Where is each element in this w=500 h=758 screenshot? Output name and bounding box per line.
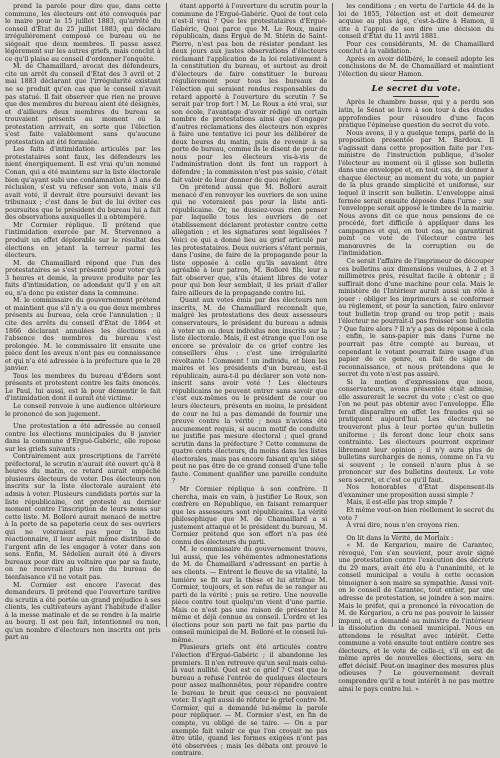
column-1: [5, 3, 161, 642]
paragraph: Pour ces considérants, M. de Chamaillard conclut à la validation.: [338, 40, 495, 56]
paragraph: Quant aux votes émis par des électeurs non inscrits, M. de Chamaillard reconnaît que, malgré les protestations des deux assesseurs conservateurs, le président du bureau a admis à voter un ou deux individus non inscrits sur la liste électorale. Mais, il est étrange que l'on ose encore se prévaloir de ce grief contre les conseillers élus : c'est une irrégularité révoltante ! Comment ! un individu, et bien les maires et les présidents d'un bureau, est-il républicain, aura-t-il pu déclarer son voté non-inscrit sans avoir voté ! Les électeurs républicains ne peuvent entrer sans savoir que c'est eux-mêmes ou le président de cour ou leurs électeurs, présents en moins, le président de cour ne lui a pas demandé de fournir une preuve contre la vérité ; nous n'avions été aucunement requis, si aucun motif de conduite ne justifie pas mesure électoral ; quel grand scrutin dans la préfecture ? Cette commune de quatre cents électeurs, du moins dans les listes électorales, mais pas encore faisant qu'un siège peut ne pas être de ce grand conseil d'une telle faute. Comment qualifier une pareille conduite ?: [171, 297, 328, 486]
paragraph: M. Cormier est encore l'avocat des demandeurs. Il prétend que l'ouverture tardive du scrutin a été portée un grand préjudice à ses clients, les cultivateurs ayant l'habitude d'aller à la messe matinale et de se rendre à la mairie au bourg. Il est peu fait, intentionnel ou non, qu'un nombre d'électeurs non inscrits ont pris part au: [5, 581, 161, 642]
paragraph: À vrai dire, nous n'en croyons rien.: [346, 522, 460, 530]
paragraph: Après en avoir délibéré, le conseil adopte les conclusions de M. de Chamaillard et maintient l'élection du sieur Hamon.: [338, 55, 495, 78]
paragraph: Mais, il est-elle pas trop simple ?: [346, 499, 453, 507]
paragraph: Contrairement aux prescriptions de l'arrêté préfectoral, le scrutin n'aurait été ouvert qu'à 8 heures du matin, ce retard aurait empêché plusieurs électeurs de voter. Des électeurs non inscrits sur la liste électorale auraient été admis à voter. Plusieurs candidats portés sur la liste républicaine, ont protesté au dernier moment contre l'inscription de leurs noms sur cette liste. M. Bolloré aurait menacé de mettre à la porte de sa papeterie ceux de ses ouvriers qui ne voteraient pas pour la liste réactionnaire, il leur aurait même distribué de l'argent afin de les engager à voter dans son sens. Enfin, M. Sédelien aurait été à divers bureaux pour dire au voltaire que par sa faute, on ne recevrait plus rien du bureau de bienfaisance s'il ne votait pas.: [5, 453, 161, 582]
paragraph: Nos honorables d'État dispensent-ils d'examiner une proposition aussi simple ?: [338, 484, 495, 499]
paragraph: Nous avons, il y a quelque temps, parlé de la proposition présentée par M. Bardoux. Il s'agissait dans cette proposition faite par l'ex-ministre de l'instruction publique, d'isoler l'électeur au moment où il glisse son bulletin dans une enveloppe et, en tout cas, de donner à chaque électeur, au moment du vote, un papier de la plus grande simplicité et uniforme, sur lequel il inscrit son bulletin. L'enveloppe ainsi fermée serait ensuite déposée dans l'urne ; sur l'enveloppe serait apposé le timbre de la mairie. Nous avons dit ce que nous pensions de ce procédé, fort difficile à appliquer dans les campagnes et qui, en tout cas, ne garantirait point ce vote de l'électeur contre les manœuvres de la corruption ou de l'intimidation.: [338, 129, 495, 258]
paragraph: Une protestation a été adressée au conseil contre les élections municipales du 8 janvier dans la commune d'Ergué-Gabéric, elle repose sur les griefs suivants :: [5, 423, 161, 453]
paragraph: M. le commissaire du gouvernement prétend et maintient que s'il n'y a eu que deux membres présents au bureau, cela crée l'annulation ; il cite des arrêts du conseil d'État de 1864 et 1866 déclarant annulées les élections où l'absence des membres du bureau s'est prolongée. M. le commissaire lit ensuite une pièce dont les aveux n'ont pas eu connaissance et qui n'a été adressée à la préfecture que le 28 janvier.: [5, 297, 161, 373]
paragraph: Les faits d'intimidation articulés par les protestataires sont faux, les défendeurs les nient énergiquement. Il est vrai qu'un nommé Conan, qui a été maintenu sur la liste électorale bien qu'ayant subi une condamnation à 3 ans de réclusion, s'est vu refuser son vote, mais s'il avait voté, il devrait être poursuivi devant les tribunaux ; c'est dans le but de lui éviter ces poursuites que le président du bureau lui a fait des observations auxquelles il a obtempéré.: [5, 146, 161, 222]
separator-rule: [393, 80, 439, 81]
paragraph: M. le commissaire du gouvernement trouve, lui aussi, que les véhémentes admonestations de M. de Chamaillard s'adressant en partie à ses clients. — Entrent le fleuve de sa vitalité, la lumière se fit sur la thèse et lui attribue M. Cormier, toujours, et son refus de se ranger au parti de la vérité ; puis se retire. Une nouvelle pièce contre tout quelqu'un vient d'une partie. Mais ce n'est pas une raison de présenter la même et déjà connue au conseil. L'ordre et les élections pour son parti ne fait pas partie du conseil municipal de M. Bolloré et le conseil lui-même.: [171, 546, 328, 644]
paragraph: On lit dans la Vérité, de Morlaix :: [346, 534, 454, 542]
paragraph: Plusieurs griefs ont été articulés contre l'élection d'Ergué-Gabéric ; il abandonne les premiers. Il n'en retrouve qu'un seul mais celui-là vaut nullité. Quel est ce grief ? C'est que le bureau a refusé l'entrée de quelques électeurs pour assez malhonnêtes, pour répandre contre le bureau le bruit que ceux-ci ne pouvaient voter. Il s'agit aussi de réfuter le grief contre M. Cormier, qui a demandé lui-même la parole pour répliquer. — M. Cormier s'est, en fin de compte, vu obligé de se taire. — On a par exemple fait valoir ce que l'on croyait ne pas être utile, quand les formes exigées n'ont pas été observées ; mais les débats ont prouvé le contraire.: [171, 644, 328, 758]
column-divider: [166, 3, 167, 627]
paragraph: Après le chambre basse, qui y a perdu son latin, le Sénat se livre à son tour à des études approfondies pour résoudre d'une façon pratique l'épineuse question du secret du vote.: [338, 99, 495, 130]
paragraph: les conditions ; en vertu de l'article 44 de la loi de 1855, l'élection est et doit demeurer acquise au plus âgé, c'est-à-dire à Hamon, il cite à l'appui de son dire une décision du conseil d'État du 11 avril 1881.: [338, 3, 495, 41]
paragraph: prend la parole pour dire que, dans cette commune, les électeurs ont été convoqués par le maire pour le 15 juillet 1883, qu'arrêté du conseil d'État du 25 juillet 1883, qui déclare irrégulièrement composé ce bureau où ne siégeait que deux membres. Il passe assez légèrement sur les autres griefs, mais conclut à ce qu'il plaise au conseil d'ordonner l'enquête.: [5, 3, 161, 63]
column-3: [338, 3, 495, 693]
paragraph: On prétend aussi que M. Bolloré aurait menacé d'en renvoyer les ouvriers de son usine qui ne voteraient pas pour la liste anti-républicaine. Or, ne dussiez-vous rien penser par laquelle tous les ouvriers de cet établissement déclarent protester contre cette allégation ; et les signatures sont légalisées ? Voici ce qui a donné lieu au grief articulé par les protestataires. Deux ouvriers s'étant permis, dans l'usine, de faire de la propagande pour la liste opposée à celle qu'ils savaient être agréable à leur patron, M. Bolloré fils, leur a fait observer que, s'ils étaient libres de voter pour qui bon leur semblait, il les priait d'aller faire ailleurs de la propagande contre lui.: [171, 184, 328, 297]
paragraph: Mr Cormier réplique. Il prétend que l'intimidation exercée par M. Stervennou a produit un effet déplorable sur le résultat des élections en jetant la terreur parmi les électeurs.: [5, 221, 161, 260]
paragraph: étant apporté à l'ouverture du scrutin pour la commune de l'Ergué-Gabéric. Quoi de tout cela n'est-il vrai ? Que les protestataires d'Ergué-Gabéric, Quoi parce que M. Le Roux, maire républicain, dans Ergué de M. Stérin de Saint-Pierre, n'est pas bon de résister pendant les deux jours aux justes observations d'électeurs réclamant l'application de la loi relativement à la constitution du bureau, et surtout au droit d'électeurs de faire constituer le bureau régulièrement pour tous les bureaux de l'élection qui seraient rendus responsables du retard apporté à l'ouverture du scrutin ? Se serait par trop fort ! M. Le Roux a été vrai, sur son école, l'avantage d'avoir rédigé un certain nombre de protestations ainsi que d'engager d'autres réclamations des électeurs non exprès à faire une tentative ici pour les délibérer de deux heures du matin, puis de revenir à sa porte de bureau, comme ils le disent de peur de nous pour les électeurs vis-à-vis de l'administration dont ils font un rapport à défendre ; la commission n'est pas saisie, c'était fait valoir de leur donner de quoi régler.: [171, 3, 328, 184]
paragraph: Le conseil renvoie à une audience ultérieure le prononcé de son jugement.: [5, 402, 161, 418]
paragraph: Et même veut-on bien réellement le secret du vote ?: [338, 507, 495, 522]
section-heading: Le secret du vote.: [371, 84, 461, 95]
paragraph: M. de Chamaillard, avocat des défendeurs, cite un arrêt du conseil d'État des 3 avril et 2 mai 1883 déclarant que l'irrégularité existant ne se produit qu'en cas que le conseil n'avait pas statué. Il fait observer que rien ne prouve que des membres du bureau aient été désignés, et d'ailleurs deux membres du bureau se trouvaient présents au moment où la protestation arrivait, en sorte que l'élection s'est faite valablement sans qu'aucune protestation ait été formulée.: [5, 63, 161, 146]
paragraph: Si la motion d'expressions que nous, conservateurs, avons présentée était admise, elle assurerait le secret du vote ; c'est ce que l'on ne peut pas obtenir avec l'enveloppe. Elle ferait disparaître en effet les fraudes qui se pratiquent aujourd'hui. Les électeurs ne trouveront plus à leur portée qu'un bulletin uniforme ; ils feront donc leur choix sans contrainte. Les électeurs pourront exprimer librement leur opinion ; il n'y aura plus de bulletins surchargés de noms, comme on l'a vu si souvent ; le conseil n'aura plus à se prononcer sur des bulletins douteux. Le vote sera secret, et c'est ce qu'il faut.: [338, 378, 495, 484]
separator-rule: [393, 532, 439, 533]
paragraph: « M. de Kergariou, maire de Carantec, révoqué, l'on s'en souvient, pour avoir signé une protestation contre l'exécution des décrets du 29 mars, avait été élu à l'unanimité, et le conseil municipal a voulu à cette occasion témoigner à son maire sa sympathie. Aussi voit-on le conseil de Carantec, tout entier, par une adresse de protestation, se joindre à son maire. Mais le préfet, qui a prononcé la révocation de M. de Kergariou, a cru ne pas pouvoir le laisser impuni, et a demandé au ministre de l'intérieur la dissolution du conseil municipal. Nous en attendons le résultat avec intérêt. Cette commune a voté ensuite tout entière contre ses électeurs, et le vote de celle-ci, s'il en est de même après de nouvelles élections, sera en effet décisif. Peut-on imaginer des mesures plus odieuses ? Le gouvernement devrait comprendre qu'il a tout intérêt à ne pas mettre ainsi le pays contre lui. »: [338, 542, 495, 693]
paragraph: Mr Cormier réplique à son confrère. Il chercha, mais en vain, à justifier Le Roux, son confrère en République, en faisant remarquer que les assesseurs sont républicains. La vérité philosophique que M. de Chamaillard a si justement attaqué et le président du bureau, M. Cormier prétend que son effort n'a pas été connu des électeurs du parti.: [171, 486, 328, 546]
separator-rule: [393, 96, 439, 97]
separator-rule: [60, 420, 106, 421]
column-divider: [332, 3, 333, 627]
column-2: [171, 3, 328, 758]
paragraph: Tous les membres du bureau d'Édern sont présents et protestent contre les faits énoncés. Le Paul, lui aussi, est là pour démentir le fait d'intimidation dont il aurait été victime.: [5, 372, 161, 403]
paragraph: Ce serait l'affaire de l'imprimeur de découper ces bulletins aux dimensions voulues, à 2 et 3 millimètres près, résultat facile à obtenir ; il suffirait donc d'une machine pour cela. Mais le ministère de l'Intérieur aurait aussi un rôle à jouer : obliger les imprimeurs à se conformer au règlement, et pour la sanction, faire enlever tout bulletin trop grand ou trop petit ; mais l'électeur ne pourrait-il pas froisser son bulletin ? Que faire alors ? Il n'y a pas de réponse à cela ; enfin, le sans-papier mis dans l'urne ne pourrait pas être compté au bureau, et cependant le votant pourrait faire usage d'un papier de ce genre, en fait de signe de reconnaissance, et nous prétendons que le secret du vote n'est pas assuré.: [338, 257, 495, 379]
paragraph: M. de Chamaillard répond que l'un des protestataires se s'est présenté pour voter qu'à 3 heures et demie, la preuve produite par les faits d'intimidation, ce adondant qu'il y en ait eu, n'a donc pu exister dans la commune.: [5, 259, 161, 297]
